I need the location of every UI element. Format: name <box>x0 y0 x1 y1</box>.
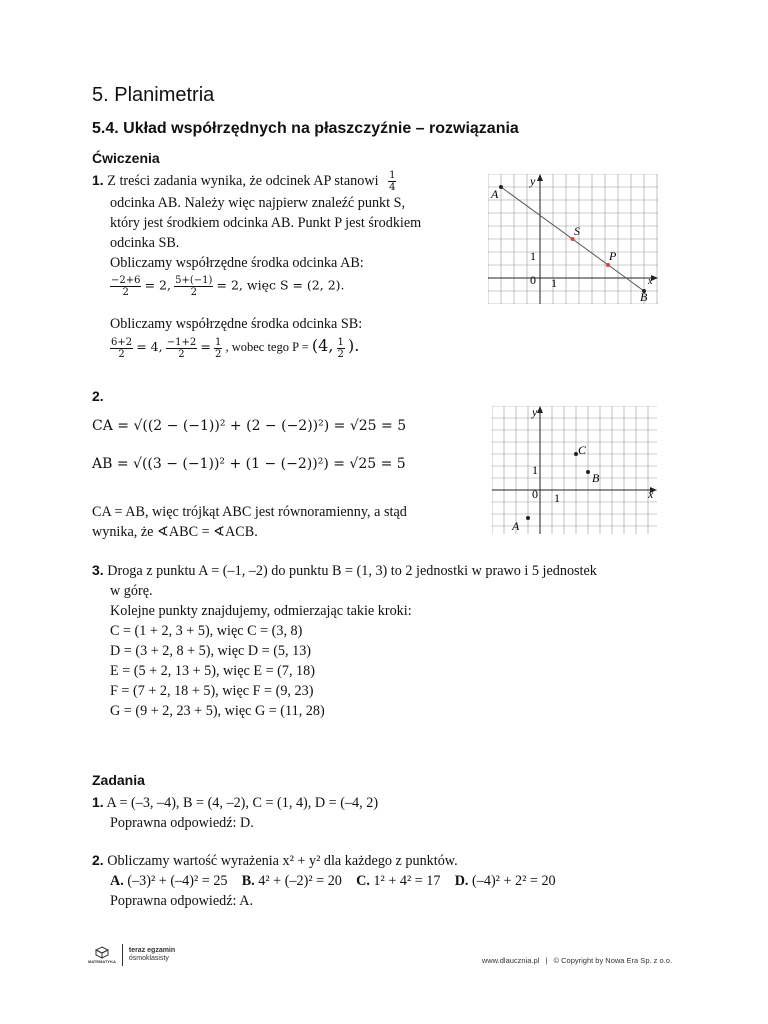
page-title: 5. Planimetria <box>92 84 215 106</box>
label-s: S <box>574 224 580 238</box>
task-1-points: A = (–3, –4), B = (4, –2), C = (1, 4), D = (–4, 2) <box>106 795 379 811</box>
coordinate-graph-2 <box>492 406 657 534</box>
point-a <box>499 185 503 189</box>
exercise-1 <box>92 170 421 360</box>
label-a: A <box>491 187 499 201</box>
label-b: B <box>640 290 648 304</box>
point-c-step: C = (1 + 2, 3 + 5), więc C = (3, 8) <box>110 623 303 639</box>
point-b <box>586 470 590 474</box>
tasks-heading: Zadania <box>92 772 145 788</box>
x-axis-label: x <box>648 487 654 501</box>
brand-line-2: ósmoklasisty <box>128 955 169 962</box>
exercise-1-line-4: odcinka SB. <box>110 235 180 252</box>
origin-label: 0 <box>530 273 536 287</box>
exercise-1-line-6: Obliczamy współrzędne środka odcinka SB: <box>110 316 363 333</box>
y-unit-label: 1 <box>532 463 538 477</box>
exercise-3-number: 3. <box>92 562 104 578</box>
point-a <box>526 516 530 520</box>
label-a: A <box>512 519 520 533</box>
point-d-step: D = (3 + 2, 8 + 5), więc D = (5, 13) <box>110 643 312 659</box>
exercise-2-conclusion-1: CA = AB, więc trójkąt ABC jest równoramienny, a stąd <box>92 504 407 520</box>
exercise-1-line-1: Z treści zadania wynika, że odcinek AP stanowi <box>107 173 379 189</box>
task-2 <box>92 850 556 911</box>
point-e-step: E = (5 + 2, 13 + 5), więc E = (7, 18) <box>110 663 315 679</box>
ab-distance-formula: AB = √((3 − (−1))² + (1 − (−2))²) = √25 = 5 <box>92 456 406 472</box>
x-axis-label: x <box>648 276 653 287</box>
label-b: B <box>592 471 600 485</box>
task-1-answer: Poprawna odpowiedź: D. <box>110 815 254 831</box>
y-axis-label: y <box>532 406 538 419</box>
footer-logo <box>88 944 175 966</box>
exercise-2-number: 2. <box>92 388 104 404</box>
y-axis-label: y <box>530 174 536 188</box>
exercise-1-line-3: który jest środkiem odcinka AB. Punkt P jest środkiem <box>110 215 422 232</box>
footer-url[interactable]: www.dlaucznia.pl <box>481 956 540 965</box>
task-2-number: 2. <box>92 852 104 868</box>
point-g-step: G = (9 + 2, 23 + 5), więc G = (11, 28) <box>110 703 325 719</box>
ab-midpoint-calc: $\frac{-2+6}{2}$ = 2, $\frac{5+(-1)}{2}$ = 2, więc S = (2, 2). <box>111 275 345 299</box>
x-unit-label: 1 <box>554 491 560 505</box>
exercise-3-line-3: Kolejne punkty znajdujemy, odmierzając takie kroki: <box>110 603 412 619</box>
grid-lines <box>492 406 657 534</box>
brand-line-1: teraz egzamin <box>128 947 176 954</box>
x-unit-label: 1 <box>551 276 557 290</box>
point-f-step: F = (7 + 2, 18 + 5), więc F = (9, 23) <box>110 683 314 699</box>
task-1 <box>92 792 378 833</box>
label-c: C <box>578 443 587 457</box>
exercise-3 <box>92 560 597 721</box>
y-unit-label: 1 <box>530 249 536 263</box>
task-2-answer: Poprawna odpowiedź: A. <box>110 893 254 909</box>
exercise-3-line-2: w górę. <box>110 583 153 599</box>
exercise-1-line-2: odcinka AB. Należy więc najpierw znaleźć punkt S, <box>110 195 406 212</box>
label-p: P <box>609 249 617 263</box>
cube-logo: MATEMATYKA <box>88 946 116 964</box>
origin-label: 0 <box>532 487 538 501</box>
task-2-intro: Obliczamy wartość wyrażenia x² + y² dla każdego z punktów. <box>107 853 458 869</box>
section-subtitle: 5.4. Układ współrzędnych na płaszczyźnie – rozwiązania <box>92 120 519 137</box>
exercise-1-line-5: Obliczamy współrzędne środka odcinka AB: <box>110 255 364 272</box>
cube-icon <box>95 946 109 959</box>
coordinate-graph-1 <box>488 174 658 304</box>
task-1-number: 1. <box>92 794 104 810</box>
task-2-options: A. (–3)² + (–4)² = 25 B. 4² + (–2)² = 20 C. 1² + 4² = 17 D. (–4)² + 2² = 20 <box>110 873 556 889</box>
point-p <box>606 263 610 267</box>
ca-distance-formula: CA = √((2 − (−1))² + (2 − (−2))²) = √25 = 5 <box>92 418 407 434</box>
exercises-heading: Ćwiczenia <box>92 150 160 166</box>
exercise-2-conclusion-2: wynika, że ∢ABC = ∢ACB. <box>92 524 258 540</box>
footer-copyright: www.dlaucznia.pl | © Copyright by Nowa Era Sp. z o.o. <box>481 956 672 965</box>
fraction-one-quarter: $\frac{1}{4}$ <box>389 170 396 194</box>
exercise-3-line-1: Droga z punktu A = (–1, –2) do punktu B = (1, 3) to 2 jednostki w prawo i 5 jednostek <box>107 563 597 579</box>
sb-midpoint-calc: $\frac{6+2}{2}$ = 4, $\frac{-1+2}{2}$ = $\frac{1}{2}$ , wobec tego P = (4, $\frac{1}{2}$ ). <box>111 336 360 360</box>
exercise-1-number: 1. <box>92 172 104 188</box>
